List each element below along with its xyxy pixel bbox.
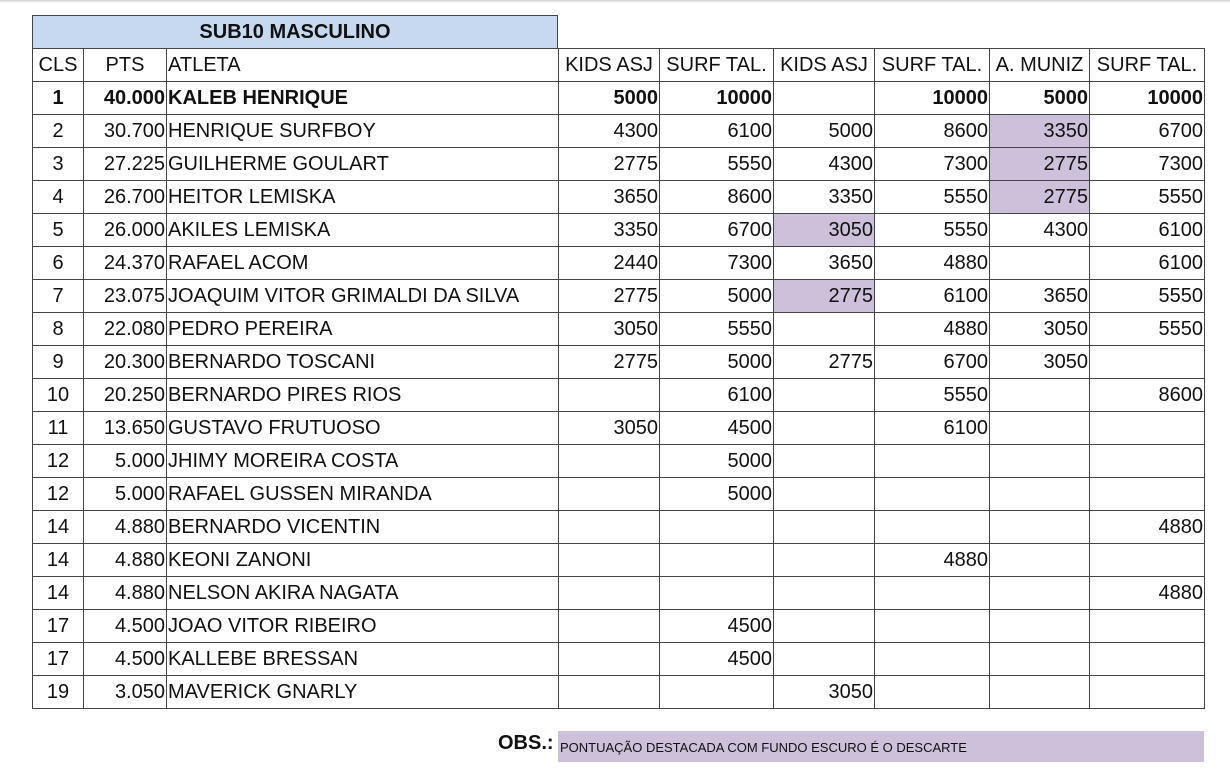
event-score-cell bbox=[990, 412, 1090, 445]
event-score-cell bbox=[660, 577, 774, 610]
event-score-cell: 3050 bbox=[559, 412, 660, 445]
ranking-table bbox=[32, 48, 1205, 709]
header-event-6: SURF TAL. bbox=[1090, 49, 1205, 82]
table-body bbox=[33, 49, 1205, 709]
header-event-1: KIDS ASJ bbox=[559, 49, 660, 82]
event-score-cell: 10000 bbox=[1090, 82, 1205, 115]
event-score-cell: 6100 bbox=[875, 280, 990, 313]
rank-cell: 11 bbox=[33, 412, 84, 445]
athlete-name-cell: BERNARDO TOSCANI bbox=[167, 346, 559, 379]
event-score-cell bbox=[1090, 544, 1205, 577]
event-score-cell: 2440 bbox=[559, 247, 660, 280]
top-rule bbox=[0, 0, 1230, 3]
event-score-cell bbox=[559, 445, 660, 478]
event-score-cell: 4880 bbox=[1090, 577, 1205, 610]
event-score-cell bbox=[559, 511, 660, 544]
event-score-cell bbox=[990, 544, 1090, 577]
event-score-cell bbox=[875, 478, 990, 511]
points-cell: 23.075 bbox=[84, 280, 167, 313]
event-score-cell bbox=[774, 82, 875, 115]
points-cell: 40.000 bbox=[84, 82, 167, 115]
event-score-cell: 3350 bbox=[774, 181, 875, 214]
event-score-cell: 4300 bbox=[774, 148, 875, 181]
table-row bbox=[33, 478, 1205, 511]
event-score-cell: 2775 bbox=[559, 346, 660, 379]
athlete-name-cell: JOAQUIM VITOR GRIMALDI DA SILVA bbox=[167, 280, 559, 313]
points-cell: 24.370 bbox=[84, 247, 167, 280]
header-cls: CLS bbox=[33, 49, 84, 82]
athlete-name-cell: MAVERICK GNARLY bbox=[167, 676, 559, 709]
event-score-cell bbox=[990, 445, 1090, 478]
event-score-cell bbox=[990, 676, 1090, 709]
event-score-cell: 6100 bbox=[875, 412, 990, 445]
points-cell: 4.500 bbox=[84, 610, 167, 643]
table-row bbox=[33, 379, 1205, 412]
table-row bbox=[33, 643, 1205, 676]
event-score-cell bbox=[559, 676, 660, 709]
event-score-cell bbox=[774, 544, 875, 577]
rank-cell: 2 bbox=[33, 115, 84, 148]
table-row bbox=[33, 676, 1205, 709]
event-score-cell bbox=[1090, 610, 1205, 643]
rank-cell: 8 bbox=[33, 313, 84, 346]
event-score-cell: 5550 bbox=[660, 313, 774, 346]
event-score-cell bbox=[875, 445, 990, 478]
event-score-cell bbox=[559, 643, 660, 676]
event-score-cell bbox=[774, 577, 875, 610]
athlete-name-cell: BERNARDO PIRES RIOS bbox=[167, 379, 559, 412]
header-pts: PTS bbox=[84, 49, 167, 82]
athlete-name-cell: GUILHERME GOULART bbox=[167, 148, 559, 181]
table-row bbox=[33, 511, 1205, 544]
event-score-cell: 3050 bbox=[990, 313, 1090, 346]
event-score-cell bbox=[1090, 478, 1205, 511]
event-score-cell: 5000 bbox=[559, 82, 660, 115]
rank-cell: 10 bbox=[33, 379, 84, 412]
points-cell: 4.500 bbox=[84, 643, 167, 676]
discarded-score-cell: 3050 bbox=[774, 214, 875, 247]
event-score-cell bbox=[774, 313, 875, 346]
event-score-cell: 3650 bbox=[559, 181, 660, 214]
rank-cell: 19 bbox=[33, 676, 84, 709]
event-score-cell: 3650 bbox=[774, 247, 875, 280]
event-score-cell bbox=[774, 412, 875, 445]
table-title: SUB10 MASCULINO bbox=[32, 15, 558, 48]
athlete-name-cell: BERNARDO VICENTIN bbox=[167, 511, 559, 544]
event-score-cell bbox=[875, 676, 990, 709]
header-row bbox=[33, 49, 1205, 82]
athlete-name-cell: KALEB HENRIQUE bbox=[167, 82, 559, 115]
event-score-cell bbox=[990, 643, 1090, 676]
table-row bbox=[33, 610, 1205, 643]
athlete-name-cell: JHIMY MOREIRA COSTA bbox=[167, 445, 559, 478]
event-score-cell bbox=[774, 478, 875, 511]
event-score-cell: 6700 bbox=[660, 214, 774, 247]
table-row bbox=[33, 181, 1205, 214]
event-score-cell bbox=[660, 544, 774, 577]
event-score-cell bbox=[990, 577, 1090, 610]
event-score-cell bbox=[990, 478, 1090, 511]
event-score-cell bbox=[875, 511, 990, 544]
obs-note: PONTUAÇÃO DESTACADA COM FUNDO ESCURO É O DESCARTE bbox=[558, 731, 1204, 762]
event-score-cell: 6100 bbox=[660, 379, 774, 412]
rank-cell: 12 bbox=[33, 445, 84, 478]
table-row bbox=[33, 412, 1205, 445]
event-score-cell: 3350 bbox=[559, 214, 660, 247]
rank-cell: 14 bbox=[33, 511, 84, 544]
athlete-name-cell: PEDRO PEREIRA bbox=[167, 313, 559, 346]
rank-cell: 3 bbox=[33, 148, 84, 181]
event-score-cell: 4500 bbox=[660, 412, 774, 445]
event-score-cell: 5000 bbox=[660, 478, 774, 511]
header-event-3: KIDS ASJ bbox=[774, 49, 875, 82]
points-cell: 4.880 bbox=[84, 511, 167, 544]
event-score-cell: 4300 bbox=[990, 214, 1090, 247]
event-score-cell bbox=[875, 577, 990, 610]
event-score-cell bbox=[990, 247, 1090, 280]
athlete-name-cell: KALLEBE BRESSAN bbox=[167, 643, 559, 676]
event-score-cell: 6100 bbox=[1090, 247, 1205, 280]
event-score-cell bbox=[774, 511, 875, 544]
event-score-cell bbox=[990, 511, 1090, 544]
discarded-score-cell: 2775 bbox=[774, 280, 875, 313]
table-row bbox=[33, 280, 1205, 313]
athlete-name-cell: GUSTAVO FRUTUOSO bbox=[167, 412, 559, 445]
points-cell: 13.650 bbox=[84, 412, 167, 445]
discarded-score-cell: 2775 bbox=[990, 181, 1090, 214]
event-score-cell: 3050 bbox=[990, 346, 1090, 379]
event-score-cell bbox=[559, 577, 660, 610]
athlete-name-cell: RAFAEL ACOM bbox=[167, 247, 559, 280]
event-score-cell: 4500 bbox=[660, 610, 774, 643]
event-score-cell bbox=[875, 643, 990, 676]
rank-cell: 9 bbox=[33, 346, 84, 379]
rank-cell: 1 bbox=[33, 82, 84, 115]
event-score-cell: 5550 bbox=[1090, 313, 1205, 346]
table-row bbox=[33, 577, 1205, 610]
header-athlete: ATLETA bbox=[167, 49, 559, 82]
points-cell: 20.250 bbox=[84, 379, 167, 412]
athlete-name-cell: KEONI ZANONI bbox=[167, 544, 559, 577]
event-score-cell: 5000 bbox=[990, 82, 1090, 115]
event-score-cell bbox=[990, 610, 1090, 643]
event-score-cell bbox=[1090, 346, 1205, 379]
rank-cell: 5 bbox=[33, 214, 84, 247]
event-score-cell bbox=[990, 379, 1090, 412]
table-row bbox=[33, 346, 1205, 379]
event-score-cell: 7300 bbox=[660, 247, 774, 280]
athlete-name-cell: AKILES LEMISKA bbox=[167, 214, 559, 247]
event-score-cell: 2775 bbox=[774, 346, 875, 379]
table-row bbox=[33, 313, 1205, 346]
event-score-cell: 5550 bbox=[875, 379, 990, 412]
event-score-cell: 6700 bbox=[1090, 115, 1205, 148]
athlete-name-cell: NELSON AKIRA NAGATA bbox=[167, 577, 559, 610]
points-cell: 26.700 bbox=[84, 181, 167, 214]
rank-cell: 7 bbox=[33, 280, 84, 313]
points-cell: 4.880 bbox=[84, 577, 167, 610]
event-score-cell: 7300 bbox=[1090, 148, 1205, 181]
event-score-cell: 5550 bbox=[660, 148, 774, 181]
rank-cell: 4 bbox=[33, 181, 84, 214]
event-score-cell: 3650 bbox=[990, 280, 1090, 313]
points-cell: 22.080 bbox=[84, 313, 167, 346]
event-score-cell: 5000 bbox=[660, 280, 774, 313]
event-score-cell bbox=[660, 511, 774, 544]
athlete-name-cell: HENRIQUE SURFBOY bbox=[167, 115, 559, 148]
points-cell: 27.225 bbox=[84, 148, 167, 181]
event-score-cell bbox=[1090, 643, 1205, 676]
event-score-cell bbox=[660, 676, 774, 709]
athlete-name-cell: HEITOR LEMISKA bbox=[167, 181, 559, 214]
event-score-cell bbox=[774, 643, 875, 676]
event-score-cell: 4500 bbox=[660, 643, 774, 676]
event-score-cell bbox=[559, 379, 660, 412]
points-cell: 5.000 bbox=[84, 478, 167, 511]
event-score-cell: 10000 bbox=[875, 82, 990, 115]
table-row bbox=[33, 82, 1205, 115]
event-score-cell: 3050 bbox=[559, 313, 660, 346]
event-score-cell: 3050 bbox=[774, 676, 875, 709]
event-score-cell bbox=[559, 478, 660, 511]
points-cell: 30.700 bbox=[84, 115, 167, 148]
event-score-cell: 6100 bbox=[660, 115, 774, 148]
event-score-cell: 5550 bbox=[875, 214, 990, 247]
event-score-cell: 4300 bbox=[559, 115, 660, 148]
event-score-cell: 5000 bbox=[660, 445, 774, 478]
header-event-2: SURF TAL. bbox=[660, 49, 774, 82]
event-score-cell: 5000 bbox=[660, 346, 774, 379]
points-cell: 4.880 bbox=[84, 544, 167, 577]
table-row bbox=[33, 148, 1205, 181]
discarded-score-cell: 3350 bbox=[990, 115, 1090, 148]
discarded-score-cell: 2775 bbox=[990, 148, 1090, 181]
event-score-cell: 8600 bbox=[660, 181, 774, 214]
event-score-cell: 6100 bbox=[1090, 214, 1205, 247]
rank-cell: 17 bbox=[33, 643, 84, 676]
points-cell: 3.050 bbox=[84, 676, 167, 709]
table-row bbox=[33, 247, 1205, 280]
rank-cell: 14 bbox=[33, 544, 84, 577]
table-row bbox=[33, 115, 1205, 148]
table-row bbox=[33, 544, 1205, 577]
header-event-5: A. MUNIZ bbox=[990, 49, 1090, 82]
rank-cell: 14 bbox=[33, 577, 84, 610]
rank-cell: 6 bbox=[33, 247, 84, 280]
event-score-cell: 8600 bbox=[1090, 379, 1205, 412]
event-score-cell bbox=[559, 610, 660, 643]
event-score-cell: 4880 bbox=[875, 313, 990, 346]
event-score-cell: 2775 bbox=[559, 280, 660, 313]
event-score-cell: 6700 bbox=[875, 346, 990, 379]
event-score-cell: 10000 bbox=[660, 82, 774, 115]
table-row bbox=[33, 445, 1205, 478]
event-score-cell bbox=[774, 379, 875, 412]
event-score-cell bbox=[1090, 412, 1205, 445]
athlete-name-cell: JOAO VITOR RIBEIRO bbox=[167, 610, 559, 643]
event-score-cell: 2775 bbox=[559, 148, 660, 181]
athlete-name-cell: RAFAEL GUSSEN MIRANDA bbox=[167, 478, 559, 511]
event-score-cell: 5000 bbox=[774, 115, 875, 148]
event-score-cell: 4880 bbox=[875, 247, 990, 280]
event-score-cell: 4880 bbox=[1090, 511, 1205, 544]
event-score-cell bbox=[1090, 676, 1205, 709]
event-score-cell bbox=[774, 445, 875, 478]
event-score-cell: 7300 bbox=[875, 148, 990, 181]
event-score-cell bbox=[1090, 445, 1205, 478]
event-score-cell: 4880 bbox=[875, 544, 990, 577]
obs-label: OBS.: bbox=[498, 732, 554, 754]
rank-cell: 12 bbox=[33, 478, 84, 511]
points-cell: 26.000 bbox=[84, 214, 167, 247]
event-score-cell: 5550 bbox=[1090, 181, 1205, 214]
event-score-cell: 8600 bbox=[875, 115, 990, 148]
event-score-cell bbox=[875, 610, 990, 643]
event-score-cell bbox=[774, 610, 875, 643]
event-score-cell: 5550 bbox=[875, 181, 990, 214]
event-score-cell: 5550 bbox=[1090, 280, 1205, 313]
table-row bbox=[33, 214, 1205, 247]
header-event-4: SURF TAL. bbox=[875, 49, 990, 82]
rank-cell: 17 bbox=[33, 610, 84, 643]
event-score-cell bbox=[559, 544, 660, 577]
points-cell: 5.000 bbox=[84, 445, 167, 478]
points-cell: 20.300 bbox=[84, 346, 167, 379]
